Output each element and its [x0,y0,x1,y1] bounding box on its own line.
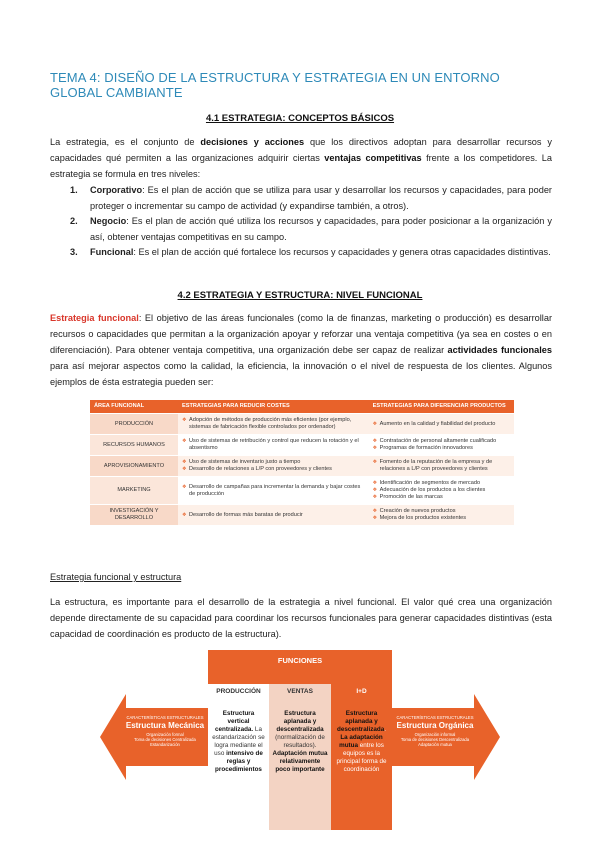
subsection-heading: Estrategia funcional y estructura [50,572,182,582]
list-item: 3. Funcional: Es el plan de acción qué fortalece los recursos y capacidades y genera otras capacidades distintivas. [70,247,551,257]
table-cell: ❖ Aumento en la calidad y fiabilidad del producto [369,414,514,435]
strategy-levels-list [70,183,552,261]
table-row [90,477,514,505]
table-cell-area: RECURSOS HUMANOS [90,435,178,456]
table-cell-area: PRODUCCIÓN [90,414,178,435]
rd-column: I+D Estructura aplanada y descentralizada. La adaptación mutua entre los equipos es la principal forma de coordinación [331,684,392,830]
sales-column: VENTAS Estructura aplanada y descentralizada (normalización de resultados). Adaptación mutua relativamente poco importante [269,684,331,830]
table-row [90,435,514,456]
production-column: PRODUCCIÓN Estructura vertical centralizada. La estandarización se logra mediante el uso intensivo de reglas y procedimientos [212,688,265,773]
list-item: 1. Corporativo: Es el plan de acción que se utiliza para usar y desarrollar los recursos y capacidades, para poder proteger o incrementar su campo de actividad (y expandirse también, a otros). [70,185,552,211]
table-header: ÁREA FUNCIONAL [90,400,178,414]
section-heading-4-1: 4.1 ESTRATEGIA: CONCEPTOS BÁSICOS [205,113,395,124]
table-row [90,456,514,477]
table-cell: ❖ Adopción de métodos de producción más eficientes (por ejemplo, sistemas de fabricación flexible controlados por ordenador) [178,414,369,435]
table-cell-area: APROVISIONAMIENTO [90,456,178,477]
organic-structure-label: CARACTERÍSTICAS ESTRUCTURALES Estructura Orgánica Organización informal Toma de decisiones Descentralizada Adaptación mutua [396,715,474,747]
table-cell: ❖ Creación de nuevos productos ❖ Mejora de los productos existentes [369,505,514,526]
functions-header: FUNCIONES [208,650,392,684]
table-cell: ❖ Desarrollo de formas más baratas de producir [178,505,369,526]
section-heading-4-2: 4.2 ESTRATEGIA Y ESTRUCTURA: NIVEL FUNCIONAL [177,290,423,301]
functional-strategy-paragraph: Estrategia funcional: El objetivo de las áreas funcionales (como la de finanzas, marketing o producción) es desarrollar recursos o capacidades que permitan a la organización apoyar y reforzar una ventaja competitiva (ya sea en costes o en diferenciación). Para obtener ventaja competitiva, una organización debe ser capaz de realizar actividades funcionales para así mejorar aspectos como la calidad, la eficiencia, la innovación o el nivel de respuesta de los clientes. Algunos ejemplos de ésta estrategia pueden ser: [50,313,552,387]
mechanical-structure-label: CARACTERÍSTICAS ESTRUCTURALES Estructura Mecánica Organización formal Toma de decisiones Centralizada Estandarización [125,715,205,747]
table-cell: ❖ Uso de sistemas de inventario justo a tiempo ❖ Desarrollo de relaciones a L/P con proveedores y clientes [178,456,369,477]
page-title: TEMA 4: DISEÑO DE LA ESTRUCTURA Y ESTRATEGIA EN UN ENTORNO GLOBAL CAMBIANTE [50,70,500,100]
table-header-row [90,400,514,414]
table-cell: ❖ Identificación de segmentos de mercado ❖ Adecuación de los productos a los clientes ❖ Promoción de las marcas [369,477,514,505]
strategy-intro-paragraph: La estrategia, es el conjunto de decisiones y acciones que los directivos adoptan para desarrollar recursos y capacidades qué permiten a las organizaciones adquirir ciertas ventajas competitivas frente a los competidores. La estrategia se formula en tres niveles: [50,137,552,179]
table-row [90,414,514,435]
list-item: 2. Negocio: Es el plan de acción qué utiliza los recursos y capacidades, para poder posicionar a la organización y así, obtener ventajas competitivas en su campo. [70,216,552,242]
table-cell: ❖ Desarrollo de campañas para incrementar la demanda y bajar costes de producción [178,477,369,505]
table-header: ESTRATEGIAS PARA DIFERENCIAR PRODUCTOS [369,400,514,414]
table-cell: ❖ Contratación de personal altamente cualificado ❖ Programas de formación innovadores [369,435,514,456]
table-cell: ❖ Uso de sistemas de retribución y control que reducen la rotación y el absentismo [178,435,369,456]
table-cell-area: INVESTIGACIÓN Y DESARROLLO [90,505,178,526]
structure-diagram [100,650,500,830]
table-header: ESTRATEGIAS PARA REDUCIR COSTES [178,400,369,414]
table-cell-area: MARKETING [90,477,178,505]
functional-strategies-table [90,400,514,525]
table-row [90,505,514,526]
table-cell: ❖ Fomento de la reputación de la empresa y de relaciones a L/P con proveedores y clientes [369,456,514,477]
structure-paragraph: La estructura, es importante para el desarrollo de la estrategia a nivel funcional. El valor qué crea una organización depende directamente de su capacidad para coordinar los recursos funcionales para generar capacidades distintivas (esta capacidad de coordinación es producto de la estructura). [50,597,552,639]
